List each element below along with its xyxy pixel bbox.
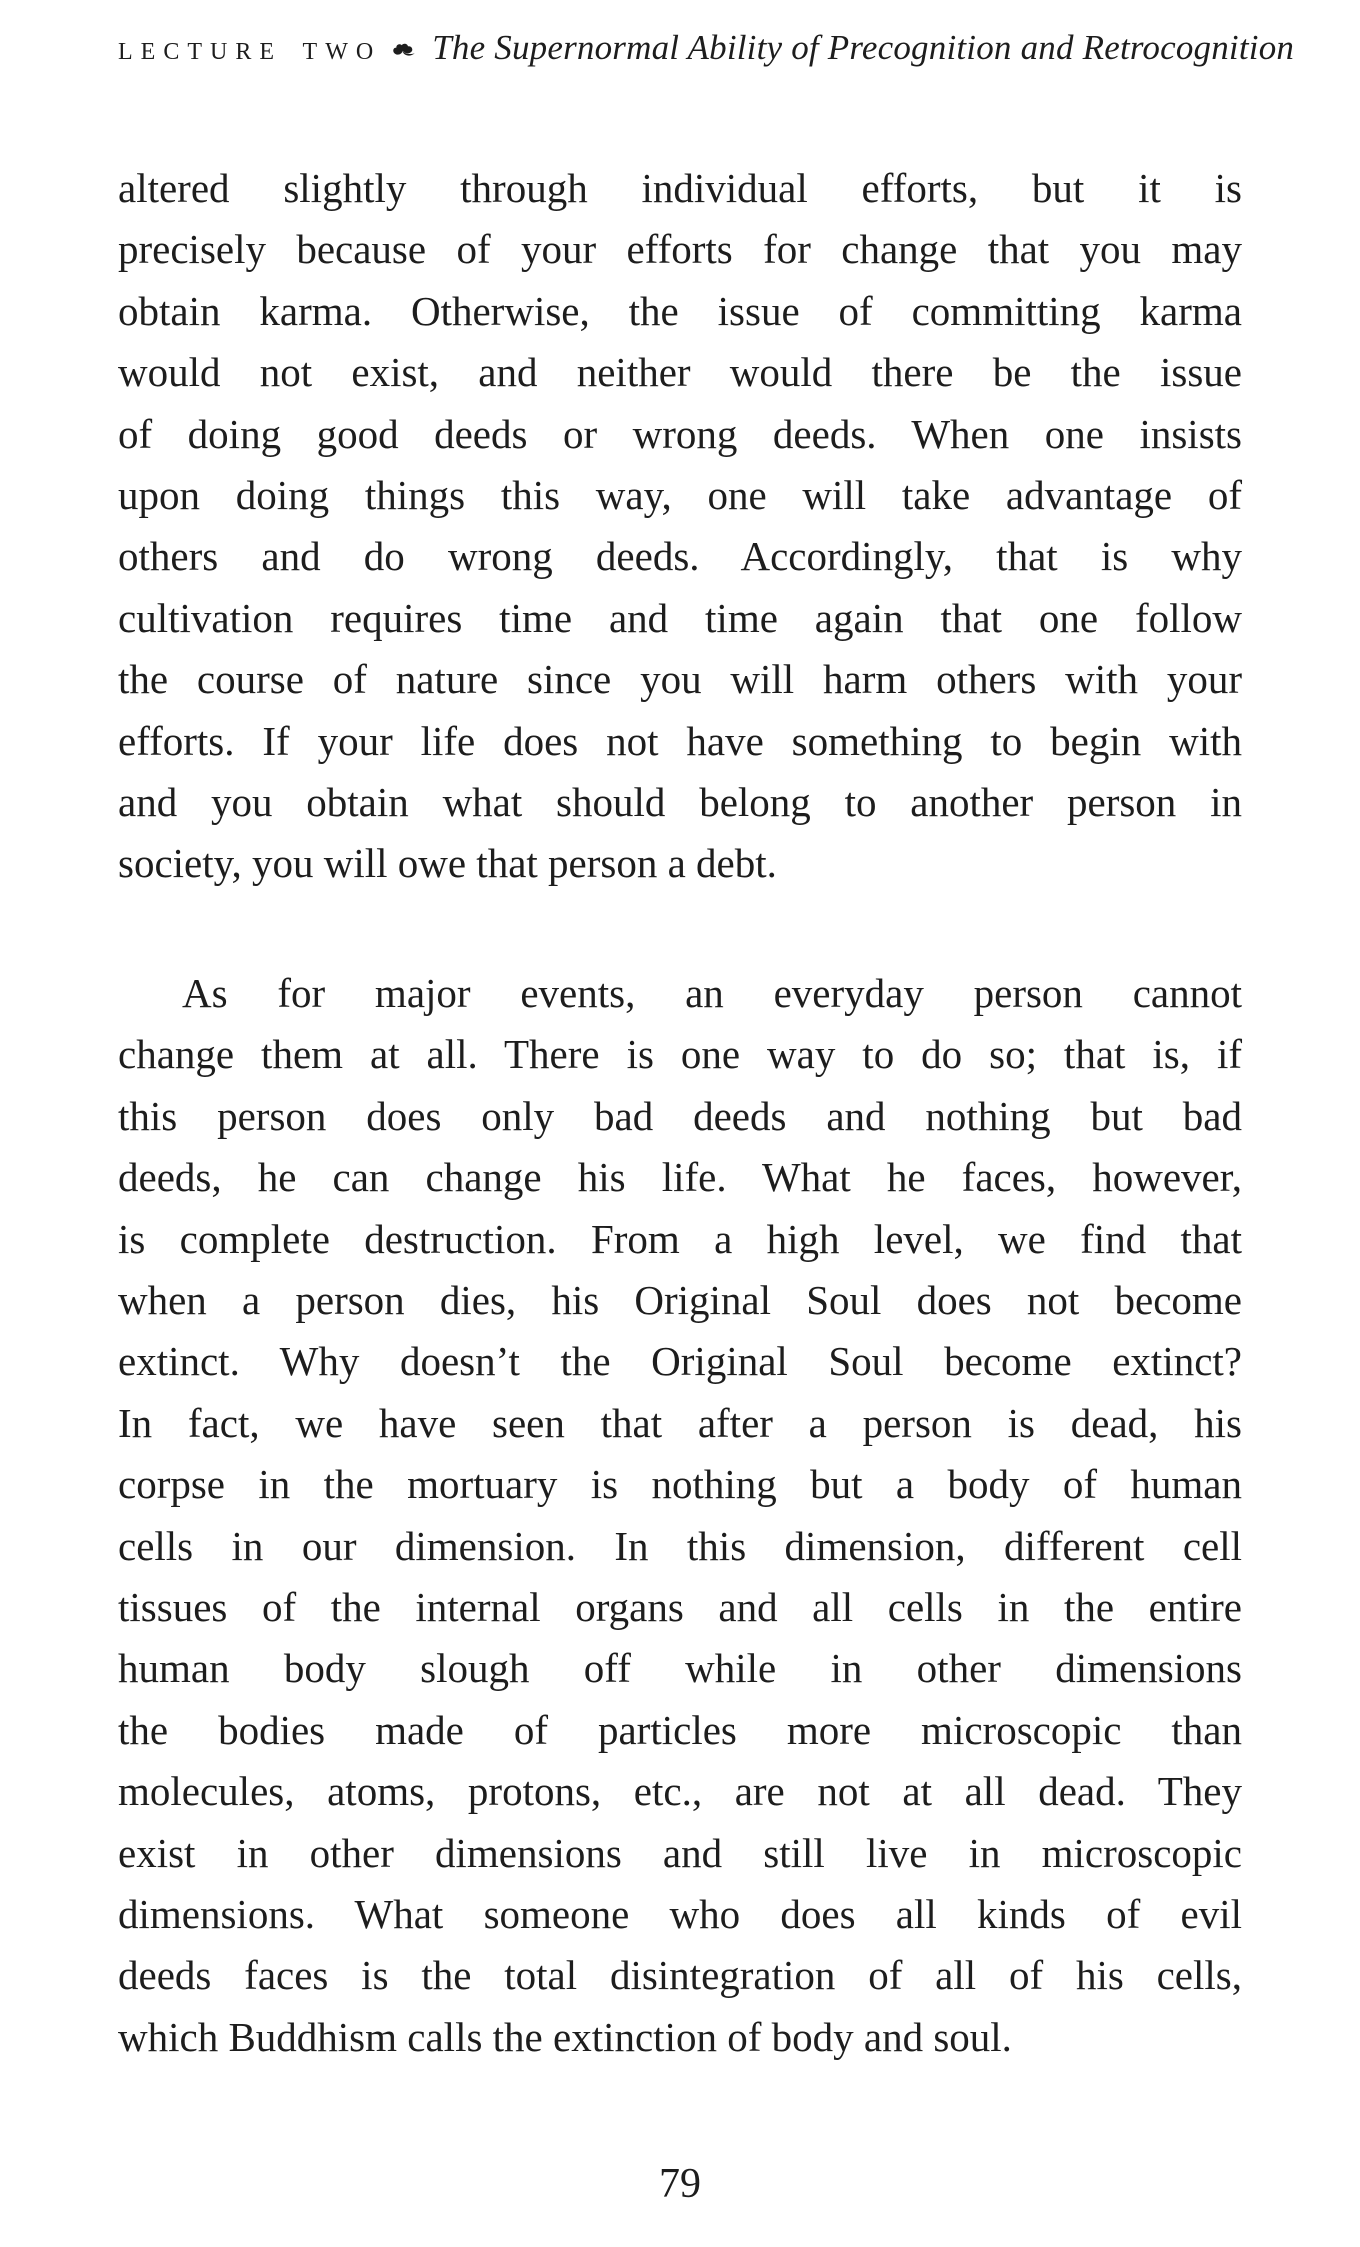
text-line: altered slightly through individual efforts, but it is <box>118 165 1242 211</box>
text-line: deeds, he can change his life. What he faces, however, <box>118 1154 1242 1201</box>
text-line: cultivation requires time and time again that one follow <box>118 594 1242 641</box>
page-number: 79 <box>659 2161 701 2208</box>
text-line: extinct. Why doesn’t the Original Soul become extinct? <box>118 1338 1242 1385</box>
chapter-title: The Supernormal Ability of Precognition and Retrocognition <box>432 28 1295 67</box>
text-line: As for major events, an everyday person cannot <box>182 969 1242 1016</box>
text-line: dimensions. What someone who does all kinds of evil <box>118 1890 1242 1937</box>
lecture-label: LECTURE TWO <box>118 39 382 65</box>
text-line: the bodies made of particles more microscopic than <box>118 1706 1242 1753</box>
text-line: corpse in the mortuary is nothing but a body of human <box>118 1461 1242 1508</box>
text-line: deeds faces is the total disintegration of all of his cells, <box>118 1952 1242 1999</box>
text-line: cells in our dimension. In this dimension, different cell <box>118 1522 1242 1569</box>
paragraph-2 <box>118 963 1242 2068</box>
hedera-ornament-icon <box>391 43 418 60</box>
text-line: tissues of the internal organs and all cells in the entire <box>118 1583 1242 1630</box>
text-line: this person does only bad deeds and nothing but bad <box>118 1092 1242 1139</box>
text-line: would not exist, and neither would there be the issue <box>118 349 1242 396</box>
text-line: molecules, atoms, protons, etc., are not at all dead. They <box>118 1768 1242 1815</box>
text-line: society, you will owe that person a debt. <box>118 840 777 887</box>
text-line: precisely because of your efforts for change that you may <box>118 226 1242 273</box>
text-line: the course of nature since you will harm others with your <box>118 656 1242 703</box>
text-line: others and do wrong deeds. Accordingly, that is why <box>118 533 1242 580</box>
text-line: In fact, we have seen that after a person is dead, his <box>118 1399 1242 1446</box>
body-text <box>118 158 1242 2068</box>
text-line: of doing good deeds or wrong deeds. When one insists <box>118 410 1242 457</box>
text-line: human body slough off while in other dimensions <box>118 1645 1242 1692</box>
text-line: change them at all. There is one way to do so; that is, if <box>118 1031 1242 1078</box>
paragraph-1 <box>118 158 1242 895</box>
text-line: and you obtain what should belong to another person in <box>118 779 1242 826</box>
running-header <box>118 26 1295 74</box>
text-line: upon doing things this way, one will take advantage of <box>118 472 1242 519</box>
text-line: is complete destruction. From a high level, we find that <box>118 1215 1242 1262</box>
text-line: exist in other dimensions and still live in microscopic <box>118 1829 1242 1876</box>
text-line: efforts. If your life does not have something to begin with <box>118 717 1242 764</box>
text-line: obtain karma. Otherwise, the issue of committing karma <box>118 287 1242 334</box>
text-line: which Buddhism calls the extinction of body and soul. <box>118 2013 1012 2060</box>
text-line: when a person dies, his Original Soul does not become <box>118 1276 1242 1323</box>
